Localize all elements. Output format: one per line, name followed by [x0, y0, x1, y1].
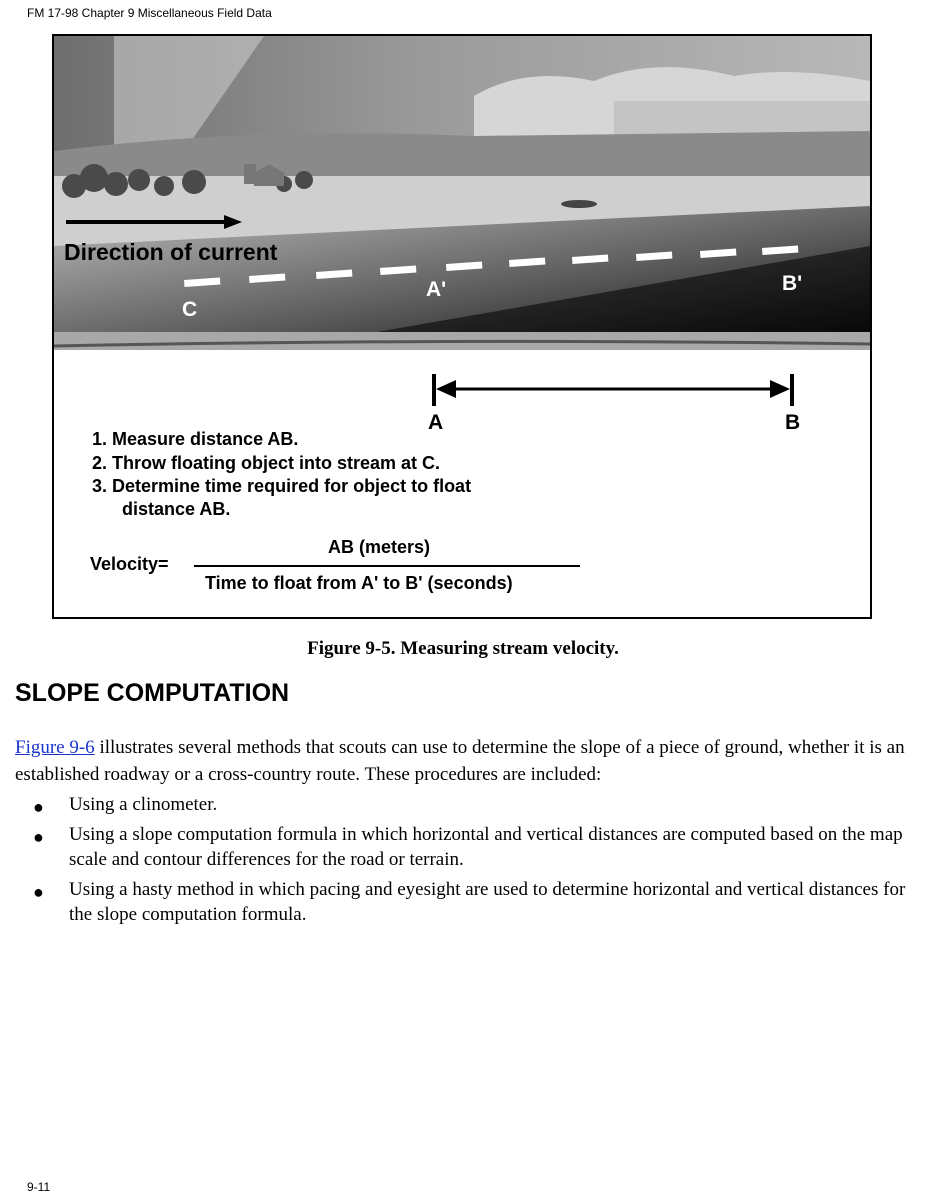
intro-text: illustrates several methods that scouts can use to determine the slope of a piece of ground, whether it is an established roadway or a cross-country route. These procedures are included:	[15, 737, 905, 785]
step-2: 2. Throw floating object into stream at C.	[92, 453, 441, 473]
step-3-continued: distance AB.	[122, 499, 231, 519]
direction-label: Direction of current	[64, 239, 278, 265]
step-1: 1. Measure distance AB.	[92, 429, 299, 449]
point-a-label: A	[428, 411, 444, 434]
bullet-icon: ●	[33, 797, 44, 817]
list-item	[15, 877, 910, 927]
list-item-text: Using a slope computation formula in which horizontal and vertical distances are computed based on the map scale and contour differences for the road or terrain.	[69, 824, 903, 870]
formula-lhs: Velocity=	[90, 554, 169, 574]
figure-caption: Figure 9-5. Measuring stream velocity.	[307, 638, 619, 659]
point-b-prime-label: B'	[782, 272, 803, 295]
procedure-list	[15, 792, 910, 932]
figure-stream-velocity	[52, 34, 872, 619]
page-number: 9-11	[27, 1180, 51, 1194]
list-item-text: Using a clinometer.	[69, 794, 218, 815]
bullet-icon: ●	[33, 827, 44, 847]
point-c-label: C	[182, 298, 198, 321]
formula-denominator: Time to float from A' to B' (seconds)	[205, 573, 513, 593]
point-a-prime-label: A'	[426, 278, 447, 301]
step-3: 3. Determine time required for object to float	[92, 476, 472, 496]
intro-paragraph	[15, 734, 910, 788]
section-heading: SLOPE COMPUTATION	[15, 679, 290, 707]
floating-object	[561, 200, 597, 208]
list-item	[15, 822, 910, 872]
list-item	[15, 792, 910, 817]
formula-numerator: AB (meters)	[328, 537, 431, 557]
bullet-icon: ●	[33, 882, 44, 902]
figure-9-6-link[interactable]: Figure 9-6	[15, 737, 95, 758]
running-header: FM 17-98 Chapter 9 Miscellaneous Field Data	[27, 6, 272, 20]
stream-illustration	[54, 36, 870, 617]
point-b-label: B	[785, 411, 801, 434]
list-item-text: Using a hasty method in which pacing and eyesight are used to determine horizontal and vertical distances for the slope computation formula.	[69, 879, 906, 925]
